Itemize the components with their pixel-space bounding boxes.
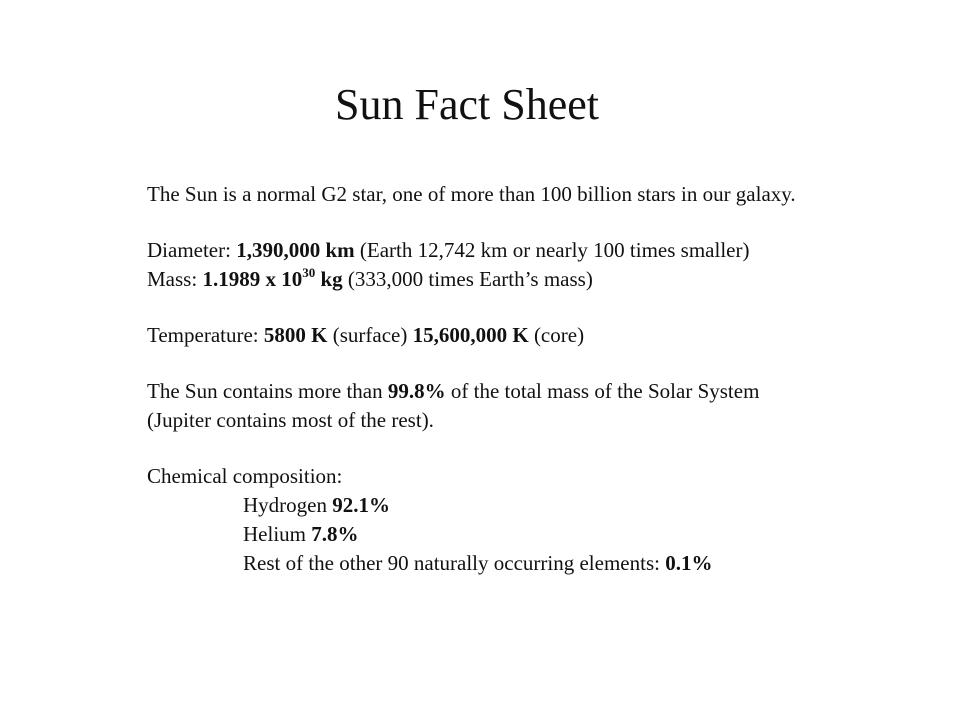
- page-title: [0, 78, 960, 132]
- core-temperature-value: 15,600,000 K: [412, 323, 529, 347]
- solar-mass-line: [147, 377, 947, 406]
- mass-value-unit: kg: [315, 267, 343, 291]
- solar-mass-line-2: (Jupiter contains most of the rest).: [147, 408, 434, 432]
- composition-item-value: 92.1%: [332, 493, 390, 517]
- core-note: (core): [528, 323, 585, 347]
- spacer: [147, 294, 947, 321]
- intro-text: The Sun is a normal G2 star, one of more than 100 billion stars in our galaxy.: [147, 182, 796, 206]
- composition-item-hydrogen: [147, 491, 947, 520]
- fact-sheet-body: [147, 180, 947, 578]
- composition-item-label: Helium: [243, 522, 312, 546]
- solar-mass-value: 99.8%: [387, 379, 446, 403]
- composition-heading: Chemical composition:: [147, 464, 343, 488]
- mass-value-base: 1.1989 x 10: [202, 267, 303, 291]
- surface-note: (surface): [327, 323, 413, 347]
- composition-item-other: [147, 549, 947, 578]
- temperature-line: [147, 321, 947, 350]
- composition-item-value: 7.8%: [311, 522, 359, 546]
- solar-mass-suffix: of the total mass of the Solar System: [445, 379, 760, 403]
- page-title-text: Sun Fact Sheet: [335, 80, 599, 129]
- mass-value-exponent: 30: [302, 265, 316, 280]
- spacer: [147, 350, 947, 377]
- diameter-value: 1,390,000 km: [236, 238, 355, 262]
- composition-item-value: 0.1%: [665, 551, 713, 575]
- solar-mass-prefix: The Sun contains more than: [147, 379, 388, 403]
- spacer: [147, 209, 947, 236]
- mass-note: (333,000 times Earth’s mass): [342, 267, 593, 291]
- temperature-label: Temperature:: [147, 323, 264, 347]
- diameter-label: Diameter:: [147, 238, 237, 262]
- mass-label: Mass:: [147, 267, 203, 291]
- mass-line: [147, 265, 947, 294]
- diameter-note: (Earth 12,742 km or nearly 100 times smaller): [354, 238, 750, 262]
- spacer: [147, 435, 947, 462]
- composition-item-helium: [147, 520, 947, 549]
- composition-item-label: Hydrogen: [243, 493, 333, 517]
- surface-temperature-value: 5800 K: [263, 323, 328, 347]
- composition-item-label: Rest of the other 90 naturally occurring elements:: [243, 551, 666, 575]
- diameter-line: [147, 236, 947, 265]
